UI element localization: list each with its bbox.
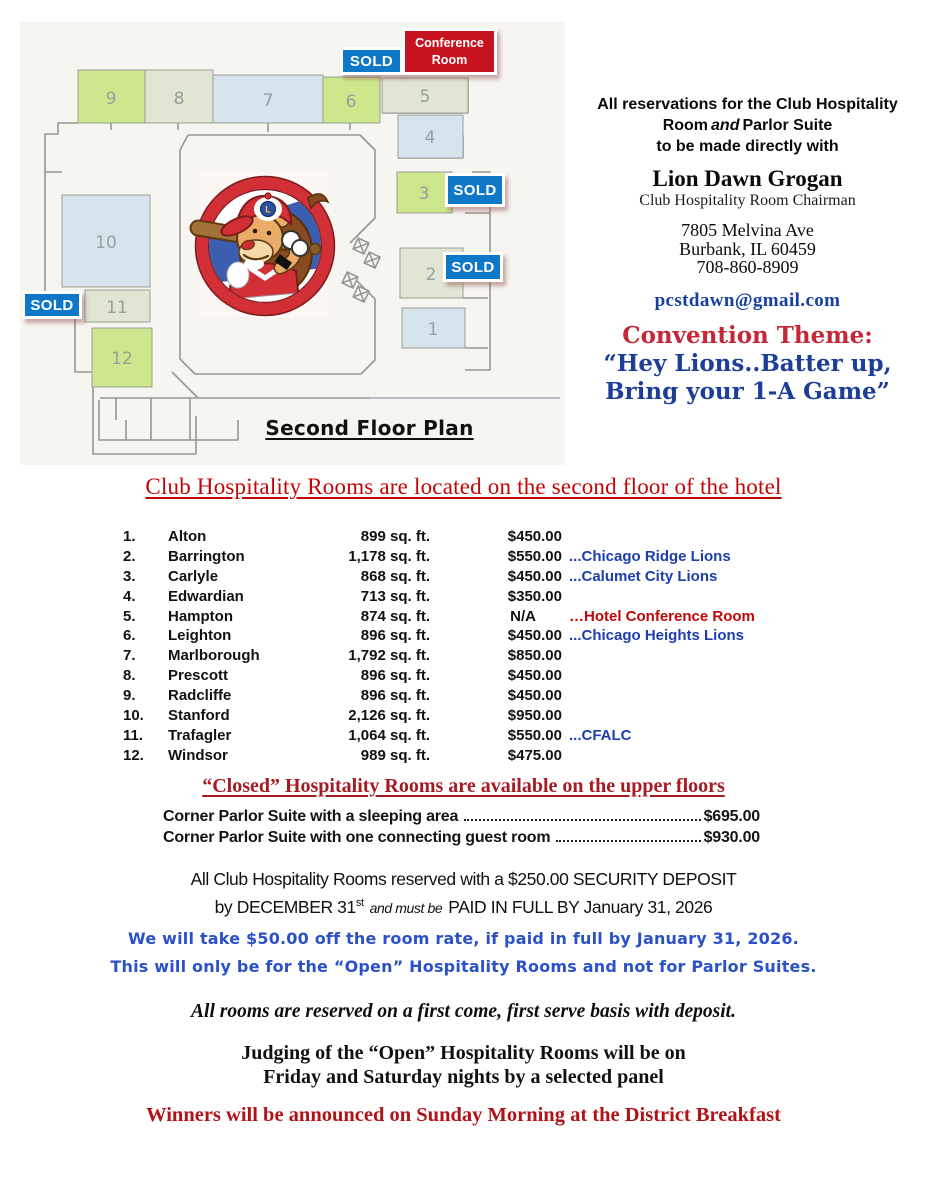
parlor-suite-list (163, 808, 760, 850)
room-number: 12 (111, 349, 133, 369)
stairs-icon (339, 272, 373, 302)
parlor-item-label: Corner Parlor Suite with a sleeping area (163, 808, 459, 825)
room-note: ...Chicago Ridge Lions (569, 547, 731, 565)
closed-rooms-heading: “Closed” Hospitality Rooms are available on the upper floors (202, 775, 725, 797)
row-number: 4. (123, 587, 136, 605)
room-sqft: 874 sq. ft. (360, 607, 430, 625)
room-number: 10 (95, 233, 117, 253)
room-sqft: 713 sq. ft. (360, 587, 430, 605)
row-number: 7. (123, 647, 136, 665)
room-note (562, 587, 863, 607)
row-number: 3. (123, 567, 136, 585)
room-note (562, 746, 863, 766)
parlor-item-price: $695.00 (703, 808, 760, 825)
floor-plan (20, 22, 565, 465)
discount-promo-line2: This will only be for the “Open” Hospitality Rooms and not for Parlor Suites. (110, 957, 817, 976)
room-name: Barrington (168, 547, 245, 565)
judging-note-line1: Judging of the “Open” Hospitality Rooms will be on (241, 1042, 686, 1064)
table-row (123, 547, 863, 567)
room-price: $475.00 (507, 746, 562, 764)
room-name: Prescott (168, 667, 229, 685)
sold-label: SOLD (453, 181, 497, 199)
room-sqft: 1,178 sq. ft. (348, 547, 430, 565)
deadline-pre: by DECEMBER 31 (214, 897, 356, 917)
deadline-post: PAID IN FULL BY January 31, 2026 (448, 897, 713, 917)
table-row (123, 706, 863, 726)
room-number: 4 (424, 128, 436, 148)
chairman-role: Club Hospitality Room Chairman (639, 192, 856, 209)
convention-theme-label: Convention Theme: (622, 322, 873, 349)
rooms-table (123, 527, 863, 766)
room-name: Alton (168, 528, 207, 545)
room-note: …Hotel Conference Room (569, 607, 755, 625)
room-sqft: 896 sq. ft. (360, 627, 430, 645)
table-row (123, 666, 863, 686)
room-note: ...CFALC (569, 726, 632, 744)
room-price: $450.00 (507, 627, 562, 645)
room-number: 7 (262, 91, 274, 111)
convention-theme-block (570, 322, 925, 406)
room-price: $450.00 (507, 567, 562, 585)
room-sqft: 989 sq. ft. (360, 746, 430, 764)
room-number: 2 (425, 265, 437, 285)
sold-banner-room3 (445, 173, 505, 207)
room-number: 1 (427, 320, 439, 340)
room-price: $950.00 (507, 707, 562, 725)
email-address[interactable]: pcstdawn@gmail.com (654, 289, 841, 311)
row-number: 5. (123, 607, 136, 625)
room-note (562, 686, 863, 706)
ordinal-suffix: st (355, 897, 364, 910)
chairman-name: Lion Dawn Grogan (652, 166, 843, 191)
room-note: ...Calumet City Lions (569, 567, 718, 585)
conference-room-banner (402, 28, 497, 75)
table-row (123, 587, 863, 607)
convention-theme-line2: Bring your 1-A Game” (605, 378, 890, 405)
address-line1: 7805 Melvina Ave (681, 220, 814, 240)
sold-banner-room6 (340, 47, 403, 75)
room-name: Trafagler (168, 726, 232, 744)
first-come-note: All rooms are reserved on a first come, first serve basis with deposit. (191, 1001, 736, 1022)
sold-label: SOLD (451, 258, 495, 276)
row-number: 10. (123, 707, 144, 725)
room-name: Hampton (168, 607, 233, 625)
table-row (123, 726, 863, 746)
reservation-note-parlor: Parlor Suite (742, 117, 833, 134)
reservation-note-room: Room (662, 117, 709, 134)
room-name: Radcliffe (168, 687, 232, 705)
chairman-address (570, 221, 925, 277)
room-sqft: 896 sq. ft. (360, 687, 430, 705)
table-row (123, 527, 863, 547)
room-note (562, 666, 863, 686)
room-sqft: 896 sq. ft. (360, 667, 430, 685)
discount-promo-line1: We will take $50.00 off the room rate, if paid in full by January 31, 2026. (128, 929, 799, 948)
convention-theme-line1: “Hey Lions..Batter up, (603, 350, 892, 377)
room-name: Carlyle (168, 567, 219, 585)
list-item (163, 808, 760, 829)
room-price: $450.00 (507, 528, 562, 545)
room-sqft: 2,126 sq. ft. (348, 707, 430, 725)
table-row (123, 607, 863, 627)
reservation-contact-block (570, 94, 925, 312)
floor-plan-title: Second Floor Plan (265, 416, 474, 440)
row-number: 6. (123, 627, 136, 645)
judging-note-line2: Friday and Saturday nights by a selected panel (263, 1066, 664, 1088)
reservation-note-line3: to be made directly with (656, 138, 839, 155)
room-price: $350.00 (507, 587, 562, 605)
room-sqft: 868 sq. ft. (360, 567, 430, 585)
room-price: $550.00 (507, 726, 562, 744)
row-number: 11. (123, 726, 144, 744)
room-number: 5 (419, 87, 431, 107)
winners-announcement: Winners will be announced on Sunday Morning at the District Breakfast (146, 1104, 781, 1126)
room-sqft: 1,792 sq. ft. (348, 647, 430, 665)
room-note: ...Chicago Heights Lions (569, 627, 745, 645)
payment-deadline-line (0, 897, 927, 918)
row-number: 8. (123, 667, 136, 685)
room-price: $550.00 (507, 547, 562, 565)
sold-banner-room11 (22, 291, 82, 319)
sold-label: SOLD (30, 296, 74, 314)
room-note (562, 706, 863, 726)
dot-leader (464, 819, 700, 821)
room-price: $450.00 (507, 667, 562, 685)
dot-leader (556, 840, 700, 842)
security-deposit-line: All Club Hospitality Rooms reserved with a $250.00 SECURITY DEPOSIT (190, 869, 737, 889)
list-item (163, 829, 760, 850)
reservation-note-and: and (711, 117, 740, 134)
room-number: 9 (105, 89, 117, 109)
sold-label: SOLD (349, 52, 394, 70)
phone-number: 708-860-8909 (696, 257, 799, 277)
room-sqft: 1,064 sq. ft. (348, 726, 430, 744)
stairs-icon (350, 238, 384, 268)
deadline-italic: and must be (369, 900, 443, 916)
conference-label-line1: Conference (415, 36, 484, 51)
table-row (123, 686, 863, 706)
svg-text:L: L (265, 204, 271, 215)
table-row (123, 646, 863, 666)
room-number: 3 (418, 184, 430, 204)
lions-baseball-mascot-logo (188, 168, 343, 323)
room-price: $450.00 (507, 687, 562, 705)
table-row (123, 626, 863, 646)
row-number: 2. (123, 547, 136, 565)
room-number: 6 (345, 92, 357, 112)
reservation-note-line2 (570, 115, 925, 136)
room-name: Leighton (168, 627, 232, 645)
room-name: Edwardian (168, 587, 244, 605)
row-number: 9. (123, 687, 136, 705)
room-note (562, 527, 863, 547)
sold-banner-room2 (443, 252, 503, 282)
room-price: $850.00 (507, 647, 562, 665)
room-number: 11 (106, 298, 128, 318)
conference-label-line2: Room (431, 52, 468, 67)
room-name: Windsor (168, 746, 228, 764)
parlor-item-label: Corner Parlor Suite with one connecting guest room (163, 829, 551, 846)
room-number: 8 (173, 89, 185, 109)
reservation-note-line1: All reservations for the Club Hospitality (597, 96, 898, 113)
row-number: 1. (123, 528, 136, 545)
row-number: 12. (123, 746, 144, 764)
parlor-item-price: $930.00 (703, 829, 760, 846)
room-note (562, 646, 863, 666)
room-sqft: 899 sq. ft. (360, 528, 430, 545)
table-row (123, 746, 863, 766)
table-row (123, 567, 863, 587)
rooms-section-heading: Club Hospitality Rooms are located on the second floor of the hotel (145, 474, 782, 499)
room-name: Stanford (168, 707, 230, 725)
address-line2: Burbank, IL 60459 (679, 238, 816, 259)
room-name: Marlborough (168, 647, 260, 665)
room-price: N/A (510, 607, 536, 625)
